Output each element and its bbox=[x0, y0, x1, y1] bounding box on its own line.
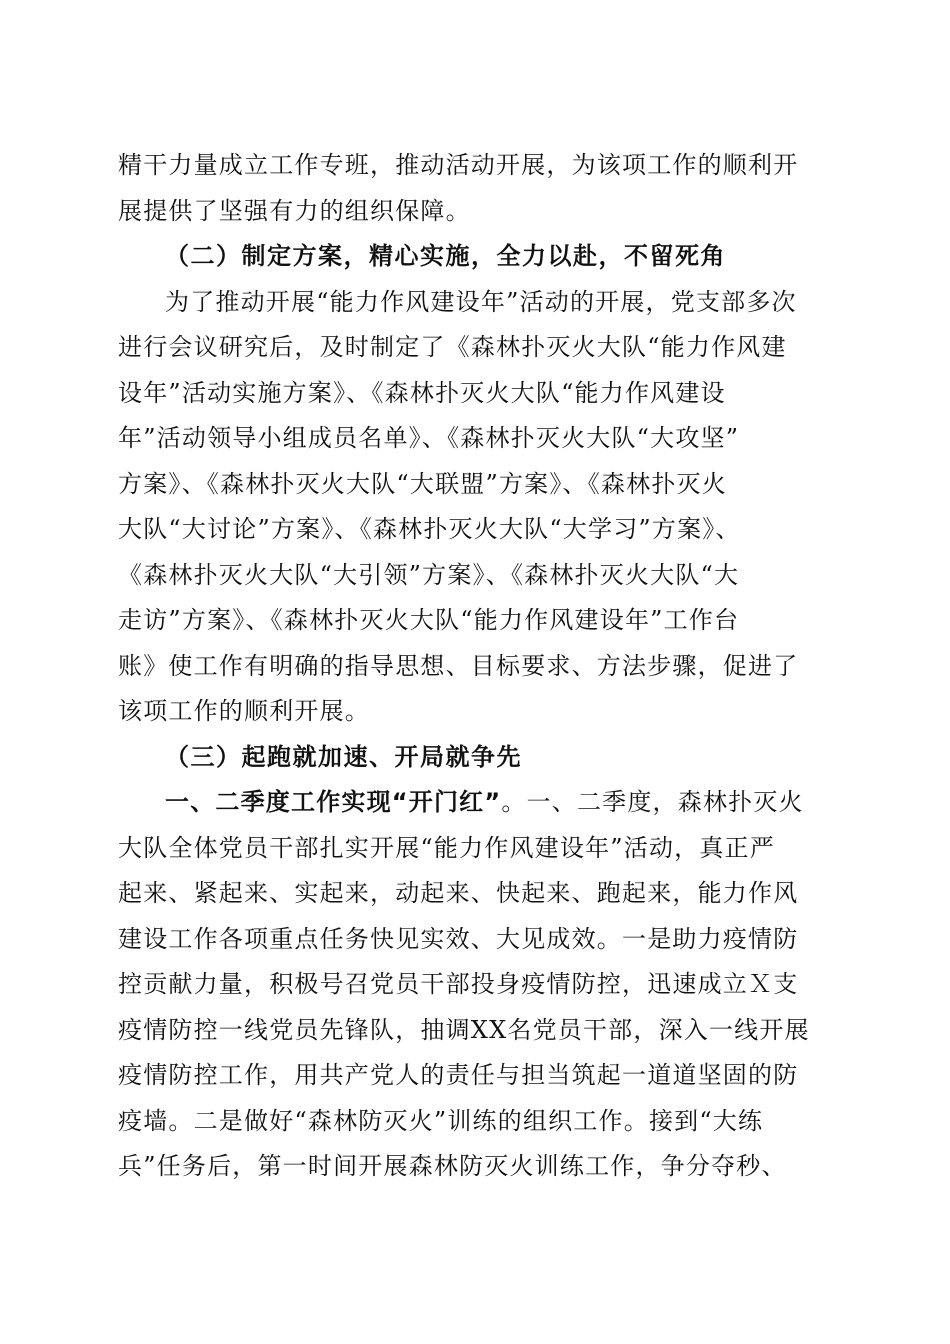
body-text-line: 账》使工作有明确的指导思想、目标要求、方法步骤，促进了 bbox=[118, 652, 799, 680]
body-text-line: 兵”任务后，第一时间开展森林防灭火训练工作，争分夺秒、 bbox=[118, 1152, 787, 1180]
body-text-line: 展提供了坚强有力的组织保障。 bbox=[118, 197, 471, 225]
body-text-line: 方案》、《森林扑灭火大队“大联盟”方案》、《森林扑灭火 bbox=[118, 470, 727, 498]
body-text-line: 《森林扑灭火大队“大引领”方案》、《森林扑灭火大队“大 bbox=[118, 561, 740, 589]
body-text-line: 疫墙。二是做好“森林防灭火”训练的组织工作。接到“大练 bbox=[118, 1107, 764, 1135]
lead-continuation: 。一、二季度，森林扑灭火 bbox=[501, 788, 804, 816]
body-text-line: 疫情防控工作，用共产党人的责任与担当筑起一道道坚固的防 bbox=[118, 1061, 799, 1089]
body-text-line: 走访”方案》、《森林扑灭火大队“能力作风建设年”工作台 bbox=[118, 606, 740, 634]
body-text-line: 为了推动开展“能力作风建设年”活动的开展，党支部多次 bbox=[165, 288, 797, 316]
body-text-line: 年”活动领导小组成员名单》、《森林扑灭火大队“大攻坚” bbox=[118, 424, 740, 452]
section-heading-2: （二）制定方案，精心实施，全力以赴，不留死角 bbox=[165, 242, 726, 270]
bold-lead-phrase: 一、二季度工作实现“开门红” bbox=[165, 788, 502, 816]
body-text-line: 建设工作各项重点任务快见实效、大见成效。一是助力疫情防 bbox=[118, 925, 799, 953]
body-text-line-with-lead bbox=[165, 787, 804, 817]
body-text-line: 精干力量成立工作专班，推动活动开展，为该项工作的顺利开 bbox=[118, 151, 799, 179]
body-text-line: 进行会议研究后，及时制定了《森林扑灭火大队“能力作风建 bbox=[118, 333, 787, 361]
body-text-line: 该项工作的顺利开展。 bbox=[118, 697, 370, 725]
body-text-line: 疫情防控一线党员先锋队，抽调XX名党员干部，深入一线开展 bbox=[118, 1016, 810, 1044]
body-text-line: 控贡献力量，积极号召党员干部投身疫情防控，迅速成立Ｘ支 bbox=[118, 970, 799, 998]
body-text-line: 设年”活动实施方案》、《森林扑灭火大队“能力作风建设 bbox=[118, 379, 726, 407]
body-text-line: 起来、紧起来、实起来，动起来、快起来、跑起来，能力作风 bbox=[118, 879, 799, 907]
body-text-line: 大队“大讨论”方案》、《森林扑灭火大队“大学习”方案》、 bbox=[118, 515, 741, 543]
section-heading-3: （三）起跑就加速、开局就争先 bbox=[165, 743, 522, 771]
body-text-line: 大队全体党员干部扎实开展“能力作风建设年”活动，真正严 bbox=[118, 834, 775, 862]
